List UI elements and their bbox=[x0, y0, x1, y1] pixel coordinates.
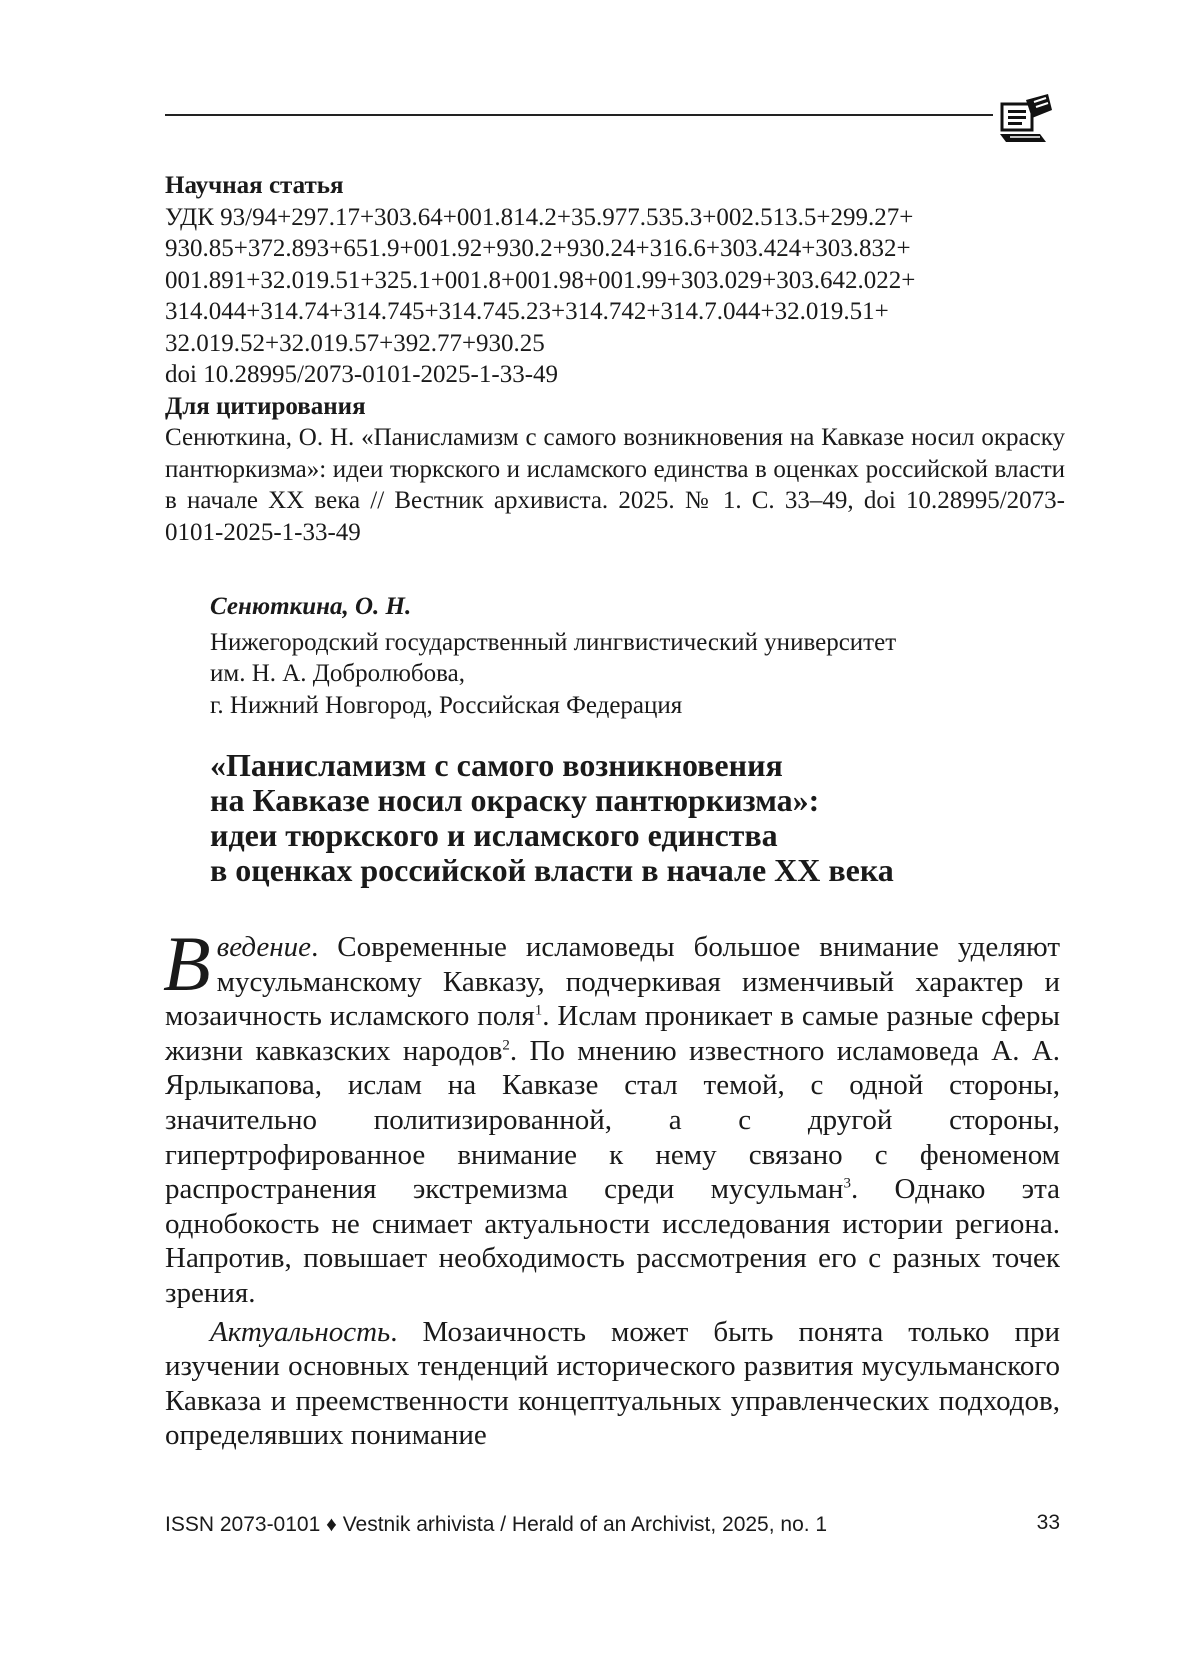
footnote-ref[interactable]: 3 bbox=[843, 1175, 851, 1192]
udk-line: УДК 93/94+297.17+303.64+001.814.2+35.977.535.3+002.513.5+299.27+ bbox=[165, 203, 914, 231]
body-text: . Современные исламоведы большое внимание уделяют мусульманскому Кавказу, подчеркивая изменчивый характер и мозаичность исламского поля bbox=[165, 931, 1060, 1033]
affiliation-line: г. Нижний Новгород, Российская Федерация bbox=[210, 691, 683, 719]
article-metadata bbox=[165, 170, 1065, 548]
section-heading-relevance: Актуальность bbox=[210, 1315, 391, 1348]
footer-journal-info bbox=[165, 1512, 827, 1538]
title-line: в оценках российской власти в начале XX века bbox=[210, 852, 894, 888]
title-line: «Панисламизм с самого возникновения bbox=[210, 747, 783, 783]
body-text: . По мнению известного исламоведа А. А. Ярлыкапова, ислам на Кавказе стал темой, с одной стороны, значительно политизированной, а с другой стороны, гипертрофированное внимание к нему связано с феноменом распространения экстремизма среди мусульман bbox=[165, 1034, 1060, 1206]
doi-line: doi 10.28995/2073-0101-2025-1-33-49 bbox=[165, 361, 559, 388]
issn: ISSN 2073-0101 bbox=[165, 1513, 321, 1536]
affiliation-line: им. Н. А. Добролюбова, bbox=[210, 660, 465, 687]
page-number: 33 bbox=[1036, 1511, 1060, 1534]
diamond-icon: ♦ bbox=[326, 1513, 337, 1536]
udk-line: 001.891+32.019.51+325.1+001.8+001.98+001.99+303.029+303.642.022+ bbox=[165, 266, 916, 294]
title-line: идеи тюркского и исламского единства bbox=[210, 817, 778, 853]
journal-name: Vestnik arhivista / Herald of an Archivist, 2025, no. 1 bbox=[342, 1513, 828, 1536]
relevance-paragraph bbox=[165, 1315, 1060, 1453]
affiliation-line: Нижегородский государственный лингвистический университет bbox=[210, 628, 897, 656]
intro-paragraph bbox=[163, 920, 1061, 1311]
author-block bbox=[210, 591, 1050, 721]
udk-line: 32.019.52+32.019.57+392.77+930.25 bbox=[165, 329, 545, 357]
section-heading-introduction: ведение bbox=[216, 931, 312, 963]
article-body bbox=[163, 920, 1061, 1453]
citation-label: Для цитирования bbox=[165, 392, 366, 420]
body-text: . Однако эта однобокость не снимает актуальности исследования истории региона. Напротив, повышает необходимость рассмотрения его с разных точек зрения. bbox=[165, 1173, 1061, 1309]
article-type-label: Научная статья bbox=[165, 172, 344, 199]
article-title bbox=[210, 748, 1060, 888]
udk-line: 930.85+372.893+651.9+001.92+930.2+930.24+316.6+303.424+303.832+ bbox=[165, 235, 911, 262]
header-rule bbox=[165, 114, 993, 116]
body-text: . Мозаичность может быть понята только при изучении основных тенденций исторического развития мусульманского Кавказа и преемственности концептуальных управленческих подходов, определявших понимание bbox=[165, 1315, 1060, 1452]
footnote-ref[interactable]: 1 bbox=[534, 1002, 543, 1019]
body-text: . Ислам проникает в самые разные сферы жизни кавказских народов bbox=[165, 1000, 1060, 1067]
author-name: Сенюткина, О. Н. bbox=[210, 593, 412, 620]
udk-line: 314.044+314.74+314.745+314.745.23+314.742+314.7.044+32.019.51+ bbox=[165, 298, 889, 325]
archive-book-icon bbox=[996, 90, 1056, 146]
title-line: на Кавказе носил окраску пантюркизма»: bbox=[210, 782, 820, 818]
drop-cap: В bbox=[163, 920, 211, 1007]
footnote-ref[interactable]: 2 bbox=[502, 1037, 510, 1054]
citation-text: Сенюткина, О. Н. «Панисламизм с самого возникновения на Кавказе носил окраску пантюркизма»: идеи тюркского и исламского единства в оценках российской власти в начале XX века // Вестник архивиста. 2025. № 1. С. 33–49, doi 10.28995/2073-0101-2025-1-33-49 bbox=[165, 424, 1065, 546]
